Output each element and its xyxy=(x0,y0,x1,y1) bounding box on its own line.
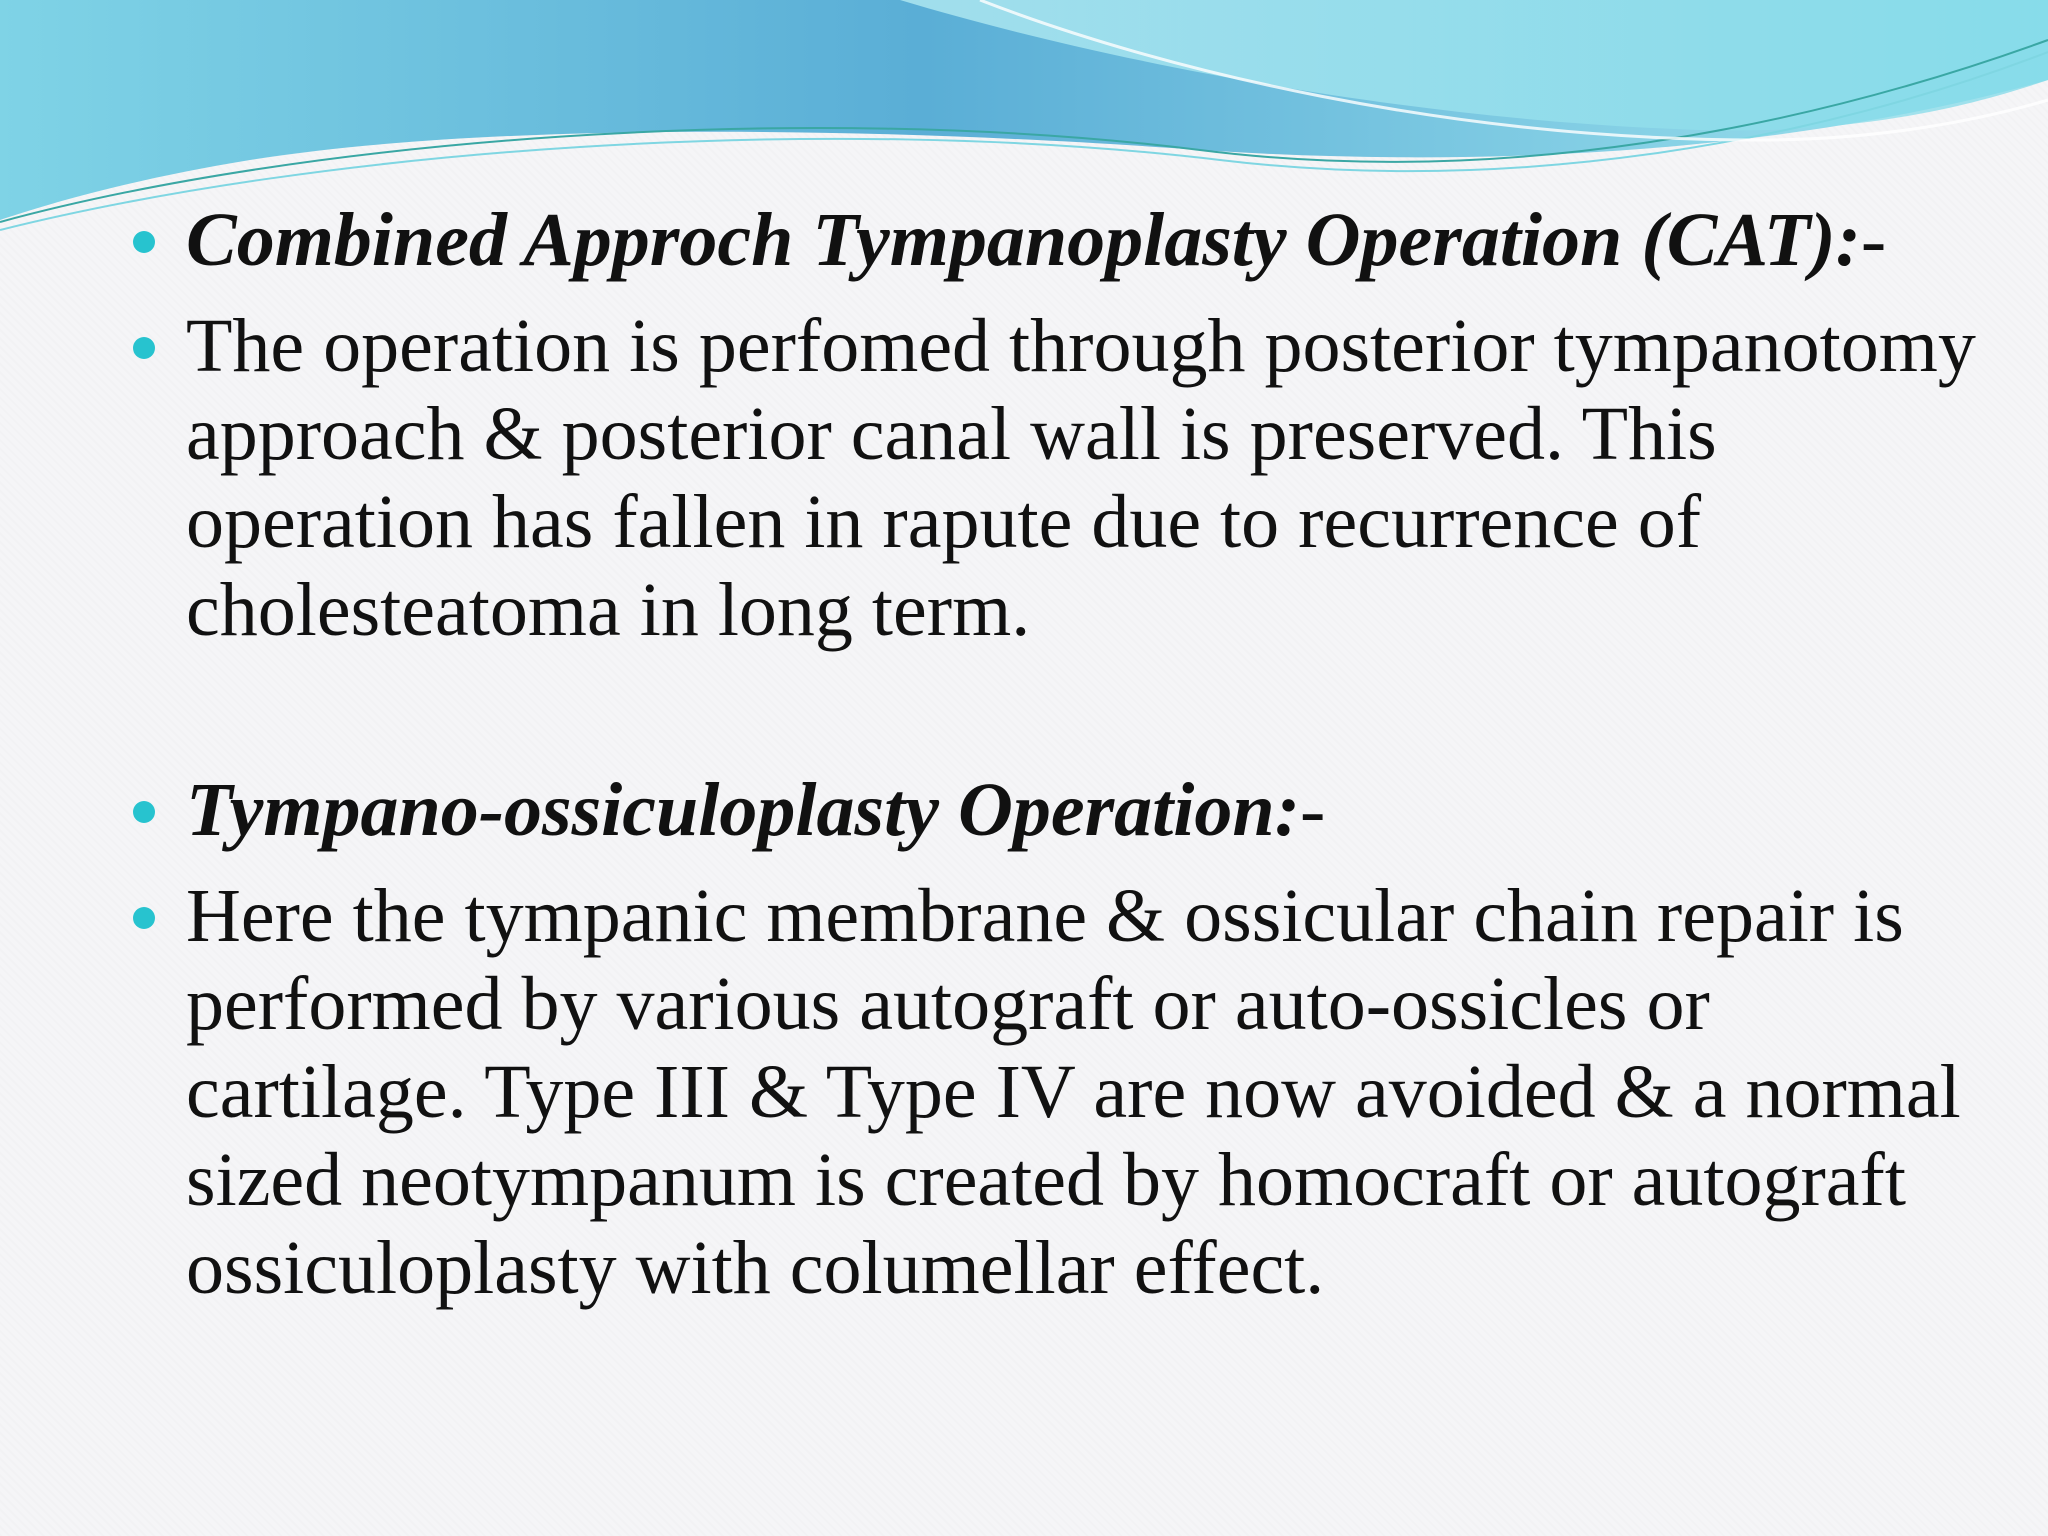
heading-title-ossiculoplasty: Tympano-ossiculoplasty Operation: xyxy=(186,768,1300,852)
heading-title-cat: Combined Approch Tympanoplasty Operation (CAT): xyxy=(186,198,1861,282)
bullet-icon xyxy=(130,766,186,854)
bullet-text xyxy=(186,766,1990,854)
body-text-cat: The operation is perfomed through posterior tympanotomy approach & posterior canal wall is preserved. This operation has fallen in rapute due to recurrence of cholesteatoma in long term. xyxy=(186,304,1976,652)
bullet-item-cat-description xyxy=(130,302,1990,654)
bullet-list xyxy=(130,196,1990,1312)
bullet-item-ossiculoplasty-heading xyxy=(130,766,1990,854)
heading-suffix: - xyxy=(1860,198,1887,282)
bullet-text xyxy=(186,196,1990,284)
bullet-icon xyxy=(130,872,186,960)
bullet-icon xyxy=(130,196,186,284)
heading-suffix: - xyxy=(1299,768,1326,852)
bullet-item-ossiculoplasty-description xyxy=(130,872,1990,1312)
body-text-ossiculoplasty: Here the tympanic membrane & ossicular chain repair is performed by various autograft or auto-ossicles or cartilage. Type III & Type IV are now avoided & a normal sized neotympanum is created by homocraft or autograft ossiculoplasty with columellar effect. xyxy=(186,874,1961,1310)
bullet-item-cat-heading xyxy=(130,196,1990,284)
bullet-icon xyxy=(130,302,186,390)
